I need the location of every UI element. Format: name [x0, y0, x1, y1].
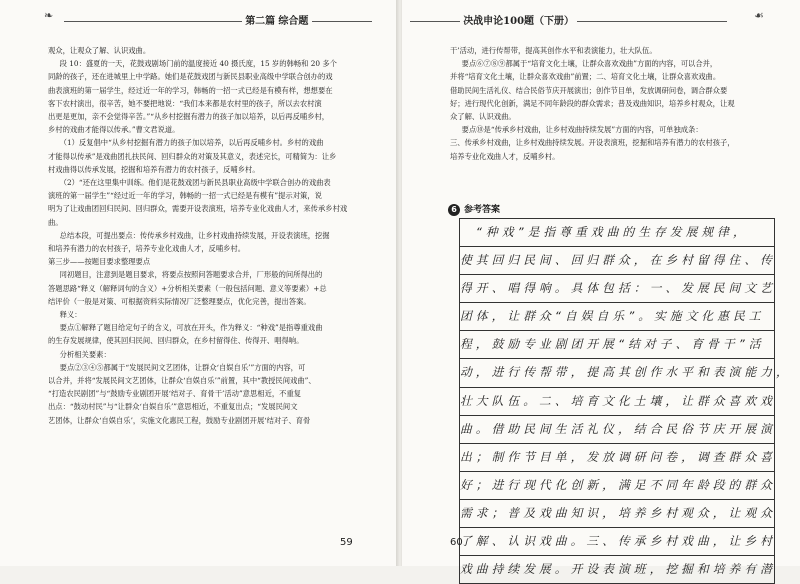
answer-row: 得开、唱得响。具体包括：一、发展民间文艺 — [460, 275, 775, 303]
text-line: 乡村的戏曲才能得以传承。”曹文君说道。 — [48, 125, 180, 135]
text-line: 曲表演班的第一届学生，经过近一年的学习，韩畅的一招一式已经是有模有样，想想要在 — [48, 85, 333, 95]
text-line: 客下农村演出，很辛苦，她不要把地说：“我们本来都是农村里的孩子，所以去农村演 — [48, 98, 322, 108]
right-page — [402, 0, 800, 577]
answer-row: 曲。借助民间生活礼仪，结合民俗节庆开展演 — [460, 416, 775, 444]
text-line: 分析相关要素： — [59, 349, 111, 359]
answer-number-badge: 6 — [448, 204, 460, 216]
left-body-text — [48, 44, 356, 427]
text-line: 好；进行现代化创新，满足不同年龄段的群众需求；普及戏曲知识，培养乡村观众，让观 — [450, 98, 735, 108]
left-header — [64, 12, 372, 26]
text-line: 同龄的孩子，还在进城里上中学路。她们是花鼓戏团与新民县职业高级中学联合创办的戏 — [48, 72, 333, 82]
answer-heading — [448, 202, 500, 216]
answer-heading-text: 参考答案 — [464, 205, 501, 215]
text-line: （2）“还在这里集中训练。他们是花鼓戏团与新民县职业高级中学联合创办的戏曲表 — [59, 178, 331, 188]
text-line: 出更是更加，亲不会觉得辛苦。”“从乡村挖掘有潜力的孩子加以培养，以后再反哺乡村， — [48, 112, 330, 122]
right-header — [410, 12, 727, 26]
answer-row: 程，鼓励专业剧团开展“结对子、育骨干”活 — [460, 331, 775, 359]
answer-row: 戏曲持续发展。开设表演班，挖掘和培养有潜 — [460, 556, 775, 584]
header-rule — [64, 21, 242, 22]
page-number-right: 60 — [450, 537, 463, 548]
flourish-right: ☙ — [754, 9, 764, 22]
text-line: 结评价（一般是对策、可根据资料实际情况厂泛整理要点，优化完善，提出答案。 — [48, 296, 311, 306]
answer-row: 需求；普及戏曲知识，培养乡村观众，让观众 — [460, 500, 775, 528]
answer-row: 动，进行传帮带，提高其创作水平和表演能力， — [460, 359, 775, 387]
answer-row: 了解、认识戏曲。三、传承乡村戏曲，让乡村 — [460, 528, 775, 556]
flourish-left: ❧ — [44, 9, 54, 22]
text-line: 借助民间生活礼仪、结合民俗节庆开展演出；创作节目单，发放调研问卷，调合群众要 — [450, 85, 728, 95]
text-line: “打造农民剧团”与“鼓励专业剧团开展‘结对子、育骨干’活动”意思相近，不重复 — [48, 389, 302, 399]
text-line: 众了解、认识戏曲。 — [450, 112, 516, 122]
answer-row: 出；制作节目单，发放调研问卷，调查群众喜 — [460, 444, 775, 472]
text-line: 总结本段，可提出要点：传传承乡村戏曲，让乡村戏曲持续发展，开设表演班，挖掘 — [59, 230, 330, 240]
text-line: 才能得以传承”是戏曲团扎扶民间、回归群众的对策及其意义，表述完长，可精简为：让乡 — [48, 151, 337, 161]
text-line: 和培养有潜力的农村孩子，培养专业化戏曲人才，反哺乡村。 — [48, 244, 246, 254]
right-body-text — [450, 44, 760, 163]
text-line: 演班的第一届学生”“经过近一年的学习，韩畅的一招一式已经是有模有”提示对策，说 — [48, 191, 322, 201]
page-number-left: 59 — [340, 537, 353, 548]
text-line: 干’活动，进行传帮带，提高其创作水平和表演能力，壮大队伍。 — [450, 46, 657, 55]
text-line: 村戏曲得以传承发展，挖掘和培养有潜力的农村孩子，反哺乡村。 — [48, 164, 260, 174]
header-book-title: 决战申论100题（下册） — [463, 16, 575, 27]
header-chapter: 第二篇 — [245, 16, 276, 27]
left-page — [0, 0, 398, 566]
text-line: 以合并，并将“发展民间文艺团体，让群众‘自娱自乐’”前置，其中“教授民间戏曲”、 — [48, 376, 316, 386]
text-line: 出点：“鼓动村民”与“让群众‘自娱自乐’”意思相近，不重复出点；“发展民间文 — [48, 402, 298, 412]
header-rule — [577, 21, 727, 22]
answer-grid — [459, 218, 792, 584]
text-line: 同初题目，注意到是题目要求，将要点按照问答题要求合并，厂形般的问所得出的 — [59, 270, 323, 280]
text-line: 要点⑥⑦⑧⑨都属于“培育文化土壤，让群众喜欢戏曲”方面的内容，可以合并， — [461, 59, 718, 69]
text-line: 的生存发展规律，使其回归民间、回归群众，在乡村留得住、传得开、唱得响。 — [48, 336, 304, 346]
text-line: 要点②③④⑤都属于“发展民间文艺团体，让群众‘自娱自乐’”方面的内容，可 — [59, 362, 306, 372]
text-line: 要点⑩是“传承乡村戏曲，让乡村戏曲持续发展”方面的内容，可单独成条： — [461, 125, 703, 135]
text-line: 三、传承乡村戏曲，让乡村戏曲持续发展。开设表演班，挖掘和培养有潜力的农村孩子， — [450, 138, 735, 148]
answer-row: 使其回归民间、回归群众，在乡村留得住、传 — [460, 247, 775, 275]
text-line: 段 10：盛夏的一天，花鼓戏剧场门前的温度接近 40 摄氏度，15 岁的韩畅和 20 多个 — [59, 59, 337, 69]
text-line: 明为了让戏曲团回归民间、回归群众，需要开设表演班，培养专业化戏曲人才，来传承乡村戏曲。 — [48, 204, 348, 227]
answer-row: 团体，让群众“自娱自乐”。实施文化惠民工 — [460, 303, 775, 331]
header-rule — [410, 21, 460, 22]
text-line: 第三步——按题目要求整理要点 — [48, 257, 151, 267]
text-line: （1）反复倡中“从乡村挖掘有潜力的孩子加以培养，以后再反哺乡村。乡村的戏曲 — [59, 138, 324, 148]
answer-row: 壮大队伍。二、培育文化土壤，让群众喜欢戏 — [460, 388, 775, 416]
answer-row: 好；进行现代化创新，满足不同年龄段的群众 — [460, 472, 775, 500]
answer-row: “种戏”是指尊重戏曲的生存发展规律， — [460, 218, 775, 247]
header-chapter-title: 综合题 — [278, 16, 309, 27]
text-line: 释义： — [59, 310, 82, 320]
text-line: 并将“培育文化土壤，让群众喜欢戏曲”前置；二、培育文化土壤，让群众喜欢戏曲。 — [450, 72, 721, 82]
text-line: 培养专业化戏曲人才，反哺乡村。 — [450, 151, 560, 161]
text-line: 观众，让观众了解、认识戏曲。 — [48, 46, 151, 55]
text-line: 答题思路“释义（解释词句的含义）+分析相关要素（一般包括问题、意义等要素）+总 — [48, 283, 327, 293]
header-rule — [312, 21, 372, 22]
text-line: 要点①解释了题目给定句子的含义，可放在开头，作为释义：“种戏”是指尊重戏曲 — [59, 323, 323, 333]
text-line: 艺团体，让群众‘自娱自乐’，实施文化惠民工程，鼓励专业剧团开展‘结对子、育骨 — [48, 415, 311, 425]
